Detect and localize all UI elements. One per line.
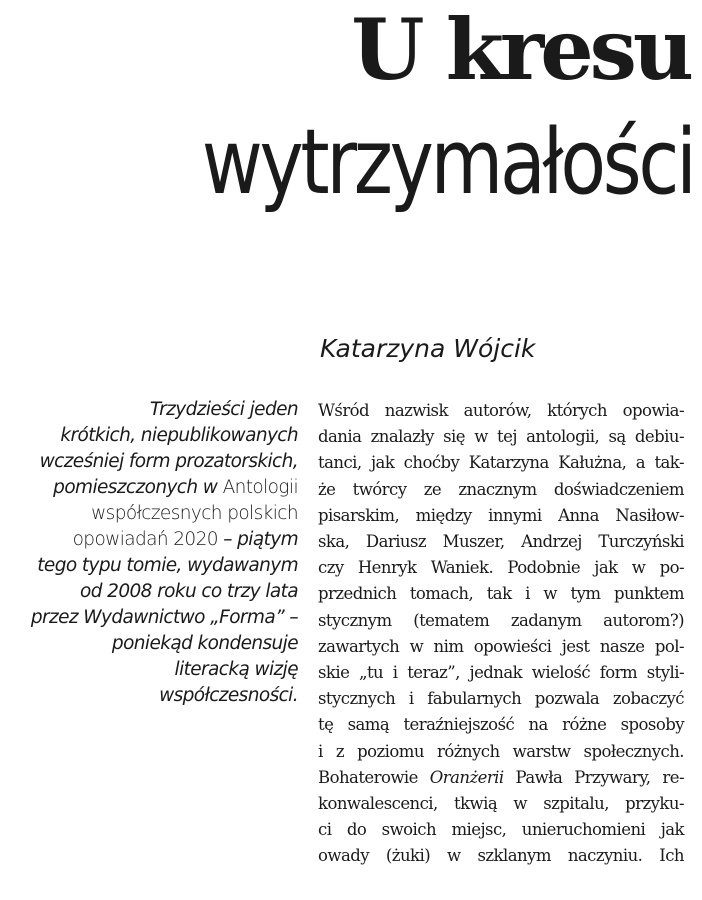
lead-line xyxy=(0,605,298,631)
body-line xyxy=(318,712,684,738)
lead-line xyxy=(0,579,298,605)
text-run: skie „tu i teraz”, jednak wielość form styli- xyxy=(318,663,684,683)
article-lead xyxy=(0,397,298,709)
body-line xyxy=(318,529,684,555)
body-line xyxy=(318,817,684,843)
body-line xyxy=(318,765,684,791)
text-run: tanci, jak choćby Katarzyna Kałużna, a tak- xyxy=(318,453,684,473)
lead-line xyxy=(0,631,298,657)
text-run: opowiadań 2020 xyxy=(72,529,218,550)
text-run: pisarskim, między innymi Anna Nasiłow- xyxy=(318,505,684,525)
lead-line xyxy=(0,501,298,527)
text-run: krótkich, niepublikowanych xyxy=(60,425,298,446)
text-run: pomieszczonych w xyxy=(53,477,223,498)
body-line xyxy=(318,555,684,581)
text-run: ska, Dariusz Muszer, Andrzej Turczyński xyxy=(318,532,684,552)
text-run: Bohaterowie xyxy=(318,767,430,787)
text-run: dania znalazły się w tej antologii, są debiu- xyxy=(318,427,684,447)
text-run: poniekąd kondensuje xyxy=(111,633,298,654)
text-run: przez Wydawnictwo „Forma” – xyxy=(30,607,298,628)
text-run: zawartych w nim opowieści jest nasze pol- xyxy=(318,636,684,656)
lead-line xyxy=(0,683,298,709)
text-run: czy Henryk Waniek. Podobnie jak w po- xyxy=(318,558,684,578)
body-line xyxy=(318,450,684,476)
lead-line xyxy=(0,397,298,423)
body-line xyxy=(318,791,684,817)
text-run: stycznym (tematem zadanym autorom?) xyxy=(318,610,684,630)
text-run: Pawła Przywary, re- xyxy=(503,767,684,787)
text-run: owady (żuki) w szklanym naczyniu. Ich xyxy=(318,846,684,866)
text-run: stycznych i fabularnych pozwala zobaczyć xyxy=(318,689,684,709)
lead-line xyxy=(0,475,298,501)
text-run: Oranżerii xyxy=(429,767,504,787)
lead-line xyxy=(0,527,298,553)
body-line xyxy=(318,634,684,660)
article-body xyxy=(318,398,684,870)
body-line xyxy=(318,608,684,634)
lead-line xyxy=(0,423,298,449)
body-line xyxy=(318,843,684,869)
text-run: literacką wizję xyxy=(174,659,298,680)
body-line xyxy=(318,581,684,607)
text-run: ci do swoich miejsc, unieruchomieni jak xyxy=(318,820,684,840)
text-run: tego typu tomie, wydawanym xyxy=(37,555,298,576)
text-run: od 2008 roku co trzy lata xyxy=(80,581,298,602)
body-line xyxy=(318,398,684,424)
body-line xyxy=(318,424,684,450)
text-run: – piątym xyxy=(217,529,298,550)
body-line xyxy=(318,739,684,765)
text-run: współczesności. xyxy=(159,685,298,706)
body-line xyxy=(318,686,684,712)
article-author: Katarzyna Wójcik xyxy=(320,334,536,363)
text-run: Trzydzieści jeden xyxy=(149,399,298,420)
lead-line xyxy=(0,657,298,683)
body-line xyxy=(318,503,684,529)
text-run: konwalescenci, tkwią w szpitalu, przyku- xyxy=(318,794,684,814)
text-run: Antologii xyxy=(222,477,298,498)
text-run: że twórcy ze znacznym doświadczeniem xyxy=(318,479,684,499)
text-run: tę samą teraźniejszość na różne sposoby xyxy=(318,715,684,735)
text-run: i z poziomu różnych warstw społecznych. xyxy=(318,741,684,761)
text-run: przednich tomach, tak i w tym punktem xyxy=(318,584,684,604)
lead-line xyxy=(0,553,298,579)
article-title-line-2: wytrzymałości xyxy=(202,110,694,215)
article-title-line-1: U kresu xyxy=(351,0,690,99)
body-line xyxy=(318,477,684,503)
lead-line xyxy=(0,449,298,475)
text-run: wcześniej form prozatorskich, xyxy=(39,451,298,472)
body-line xyxy=(318,660,684,686)
text-run: współczesnych polskich xyxy=(91,503,298,524)
text-run: Wśród nazwisk autorów, których opowia- xyxy=(318,401,684,420)
